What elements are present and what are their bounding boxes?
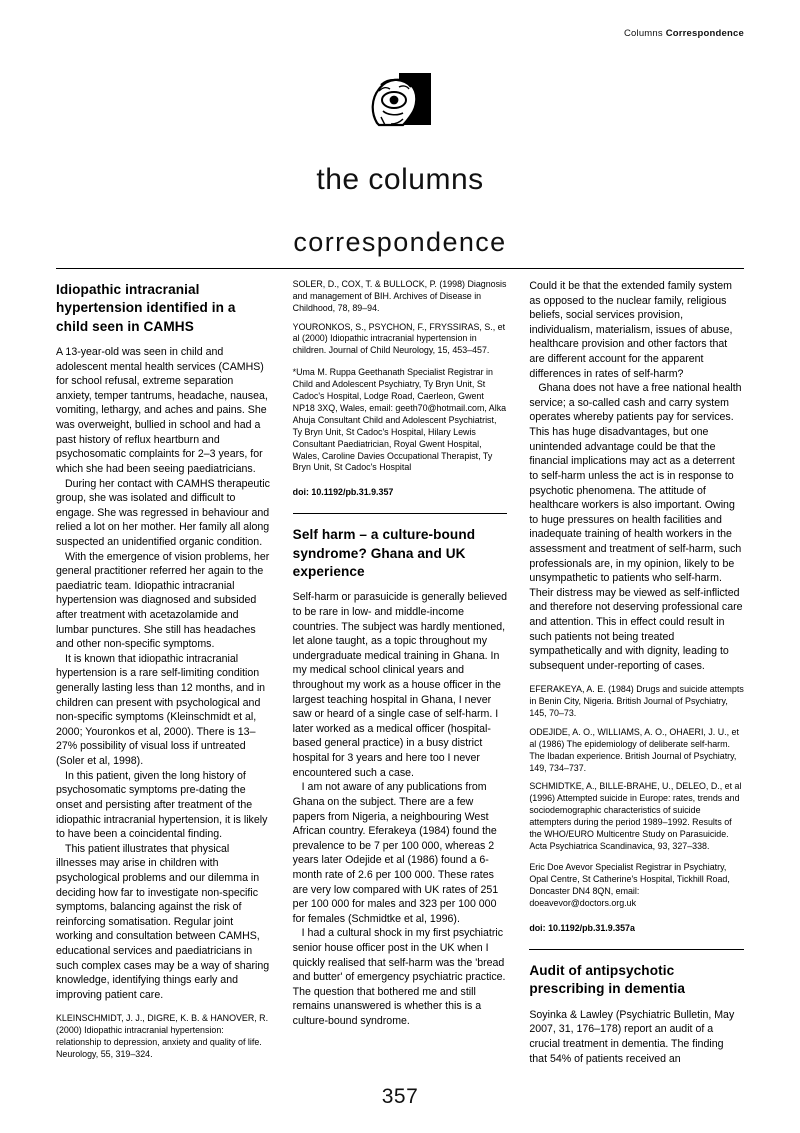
article-separator xyxy=(529,949,744,950)
doi-line: doi: 10.1192/pb.31.9.357 xyxy=(292,487,394,498)
article-paragraph: It is known that idiopathic intracranial hypertension is a rare self-limiting condition generally lasting less than 12 months, and in children can present with psychological and non-specific symptoms (Kleinschmidt et al, 2000; Youronkos et al, 2000). There is 13–27% possibility of visual loss if untreated (Soler et al, 1998). xyxy=(56,652,266,768)
article-paragraph: During her contact with CAMHS therapeutic group, she was isolated and difficult to engage. She was regressed in behaviour and relied a lot on her mother. Her family all along suspected an unidentified organic condition. xyxy=(56,477,270,548)
article-paragraph: I am not aware of any publications from Ghana on the subject. There are a few papers from Nigeria, a neighbouring West African country. Eferakeya (1984) found the prevalence to be 7 per 100 000, whereas 2 years later Odejide et al (1986) found a 6-month rate of 2.6 per 100 000. These rates are very low compared with UK rates of 251 per 100 000 for males and 323 per 100 000 for females (Schmidtke et al, 1996). xyxy=(292,781,499,925)
column-right xyxy=(529,269,744,1068)
reference-list xyxy=(529,684,744,852)
masthead xyxy=(56,73,744,197)
author-block: *Uma M. Ruppa Geethanath Specialist Registrar in Child and Adolescent Psychiatry, Ty Bryn Unit, St Cadoc's Hospital, Lodge Road, Caerleon, Gwent NP18 3XQ, Wales, email: geeth70@hotmail.com, Alka Ahuja Consultant Child and Adolescent Psychiatrist, Ty Bryn Unit, St Cadoc's Hospital, Hilary Lewis Consultant Paediatrician, Royal Gwent Hospital, Wales, Caroline Davies Occupational Therapist, Ty Bryn Unit, St Cadoc's Hospital xyxy=(292,367,507,473)
article-paragraph: This patient illustrates that physical illnesses may arise in children with psychological problems and our dilemma in deciding how far to investigate non-specific symptoms, balancing against the risk of reinforcing somatisation. Regular joint working and consultation between CAMHS, educational services and paediatricians in such complex cases may be a way of sharing knowledge, identifying things early and improving patient care. xyxy=(56,842,270,1001)
article-paragraph: In this patient, given the long history of psychosomatic symptoms pre-dating the onset and persisting after treatment of the idiopathic intracranial hypertension, it is likely to have been a coincidental finding. xyxy=(56,769,268,841)
reference-item: YOURONKOS, S., PSYCHON, F., FRYSSIRAS, S., et al (2000) Idiopathic intracranial hypertension in children. Journal of Child Neurology, 15, 453–457. xyxy=(292,321,506,356)
reference-item: SOLER, D., COX, T. & BULLOCK, P. (1998) Diagnosis and management of BIH. Archives of Disease in Childhood, 78, 89–94. xyxy=(292,279,507,313)
article-paragraph: Self-harm or parasuicide is generally believed to be rare in low- and middle-income countries. The subject was hardly mentioned, let alone taught, as a topic throughout my undergraduate medical training in Ghana. In my medical school clinical years and throughout my work as a house officer in the largest teaching hospital in Ghana, I never saw or heard of a single case of self-harm. I later worked as a medical officer (hospital-based general practice) in a busy district hospital for 3 years and here too I never encountered such a case. xyxy=(292,591,508,779)
article-title-idiopathic: Idiopathic intracranial hypertension identified in a child seen in CAMHS xyxy=(56,282,236,334)
reference-item: SCHMIDTKE, A., BILLE-BRAHE, U., DELEO, D., et al (1996) Attempted suicide in Europe: rates, trends and sociodemographic characteristics of suicide attempters during the period 1989–1992. Results of the WHO/EURO Multicentre Study on Parasuicide. Acta Psychiatrica Scandinavica, 93, 327–338. xyxy=(529,781,742,851)
article-paragraph: Soyinka & Lawley (Psychiatric Bulletin, May 2007, 31, 176–178) report an audit of a crucial treatment in dementia. The finding that 54% of patients received an xyxy=(529,1008,735,1065)
article-separator xyxy=(293,513,508,514)
psychiatrist-head-logo xyxy=(369,73,431,139)
running-head xyxy=(56,28,744,39)
reference-item: KLEINSCHMIDT, J. J., DIGRE, K. B. & HANOVER, R. (2000) Idiopathic intracranial hypertension: relationship to depression, anxiety and quality of life. Neurology, 55, 319–324. xyxy=(56,1013,269,1059)
article-paragraph: Ghana does not have a free national health service; a so-called cash and carry system operates whereby patients pay for services. This has huge disadvantages, but one unintended advantage could be that the financial implications may act as a deterrent to self-harm unless the act is in response to psychotic phenomena. The attitude of healthcare workers is also important. Owing to huge pressures on health facilities and inadequate training of health workers in the assessment and treatment of self-harm, such professionals are, in my opinion, likely to be unsympathetic to patients who self-harm. Their distress may be viewed as self-inflicted and therefore not deserving professional care and attention. This in effect could result in such patients not being treated sympathetically and with dignity, leading to subsequent under-reporting of cases. xyxy=(529,382,743,672)
author-block: Eric Doe Avevor Specialist Registrar in Psychiatry, Opal Centre, St Catherine's Hospital, Tickhill Road, Doncaster DN4 8QN, email: doeavevor@doctors.org.uk xyxy=(529,862,730,909)
running-head-plain: Columns xyxy=(623,28,666,39)
reference-list xyxy=(56,1013,271,1060)
running-head-bold: Correspondence xyxy=(665,28,744,39)
section-title: correspondence xyxy=(293,227,507,257)
reference-item: ODEJIDE, A. O., WILLIAMS, A. O., OHAERI, J. U., et al (1986) The epidemiology of deliberate self-harm. The Ibadan experience. British Journal of Psychiatry, 149, 734–737. xyxy=(529,726,739,773)
reference-list-continued xyxy=(293,279,508,357)
article-title-self-harm: Self harm – a culture-bound syndrome? Ghana and UK experience xyxy=(292,527,476,580)
column-middle xyxy=(293,269,508,1068)
article-paragraph: A 13-year-old was seen in child and adolescent mental health services (CAMHS) for school refusal, extreme separation anxiety, temper tantrums, headache, nausea, vomiting, lethargy, and aches and pains. She was overweight, bullied in school and had a past history of reflux heartburn and psychosomatic complaints for 2–3 years, for which she had been seeing paediatricians. xyxy=(56,346,268,475)
article-paragraph: I had a cultural shock in my first psychiatric senior house officer post in the UK when I quickly realised that self-harm was the 'bread and butter' of emergency psychiatric practice. The question that bothered me and still remains unanswered is whether this is a culture-bound syndrome. xyxy=(292,927,506,1028)
three-column-body xyxy=(56,269,744,1068)
article-paragraph: With the emergence of vision problems, her general practitioner referred her again to the paediatric team. Idiopathic intracranial hypertension was diagnosed and subsided after treatment with acetazolamide and lumbar punctures. She still has headaches and other non-specific symptoms. xyxy=(56,550,270,651)
page-number: 357 xyxy=(381,1085,419,1108)
article-paragraph: Could it be that the extended family system as opposed to the nuclear family, religious beliefs, social services provision, individualism, materialism, issues of abuse, healthcare provision and other factors that are different account for the apparent differences in rates of self-harm? xyxy=(529,280,733,380)
article-title-audit: Audit of antipsychotic prescribing in dementia xyxy=(529,963,685,997)
doi-line: doi: 10.1192/pb.31.9.357a xyxy=(529,923,635,934)
reference-item: EFERAKEYA, A. E. (1984) Drugs and suicide attempts in Benin City, Nigeria. British Journal of Psychiatry, 145, 70–73. xyxy=(529,684,744,719)
journal-title: the columns xyxy=(316,163,484,196)
column-left xyxy=(56,269,271,1068)
